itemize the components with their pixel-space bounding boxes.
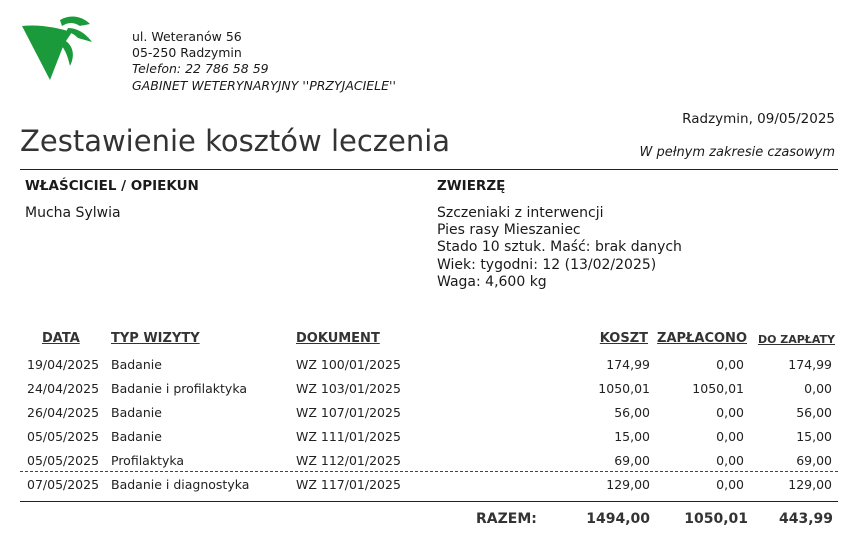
row-date: 19/04/2025 [27, 357, 100, 372]
col-header-document: DOKUMENT [296, 331, 380, 346]
col-header-cost: KOSZT [599, 331, 648, 346]
total-cost: 1494,00 [586, 511, 650, 527]
row-cost: 174,99 [606, 357, 650, 372]
row-document: WZ 100/01/2025 [296, 357, 401, 372]
owner-heading: WŁAŚCICIEL / OPIEKUN [25, 178, 199, 194]
row-paid: 0,00 [716, 453, 744, 468]
row-type: Badanie i profilaktyka [111, 381, 248, 396]
document-title: Zestawienie kosztów leczenia [20, 124, 451, 158]
row-cost: 15,00 [614, 429, 650, 444]
row-date: 05/05/2025 [27, 453, 100, 468]
col-header-type: TYP WIZYTY [111, 331, 200, 346]
row-date: 24/04/2025 [27, 381, 100, 396]
row-cost: 1050,01 [598, 381, 650, 396]
animal-info-line: Waga: 4,600 kg [437, 274, 547, 290]
row-type: Badanie [111, 405, 162, 420]
header-divider [20, 169, 838, 170]
row-due: 15,00 [796, 429, 832, 444]
col-header-paid: ZAPŁACONO [657, 331, 747, 346]
row-type: Badanie i diagnostyka [111, 477, 250, 492]
row-document: WZ 111/01/2025 [296, 429, 401, 444]
animal-info-line: Wiek: tygodni: 12 (13/02/2025) [437, 257, 657, 273]
row-due: 174,99 [788, 357, 832, 372]
totals-divider [20, 501, 838, 502]
row-document: WZ 117/01/2025 [296, 477, 401, 492]
row-paid: 0,00 [716, 429, 744, 444]
clinic-city: 05-250 Radzymin [132, 45, 242, 60]
clinic-logo-icon [20, 14, 100, 84]
row-due: 129,00 [788, 477, 832, 492]
row-date: 05/05/2025 [27, 429, 100, 444]
row-paid: 0,00 [716, 477, 744, 492]
clinic-phone: Telefon: 22 786 58 59 [132, 61, 269, 76]
animal-info-line: Szczeniaki z interwencji [437, 205, 604, 221]
row-date: 07/05/2025 [27, 477, 100, 492]
row-type: Badanie [111, 357, 162, 372]
row-date: 26/04/2025 [27, 405, 100, 420]
scope-note: W pełnym zakresie czasowym [639, 145, 835, 160]
row-cost: 69,00 [614, 453, 650, 468]
row-divider-dashed [20, 471, 838, 472]
clinic-street: ul. Weteranów 56 [132, 29, 242, 44]
animal-info-line: Pies rasy Mieszaniec [437, 222, 581, 238]
totals-label: RAZEM: [476, 511, 537, 527]
clinic-name: GABINET WETERYNARYJNY ''PRZYJACIELE'' [132, 78, 396, 93]
row-cost: 129,00 [606, 477, 650, 492]
total-paid: 1050,01 [684, 511, 748, 527]
row-document: WZ 112/01/2025 [296, 453, 401, 468]
row-due: 56,00 [796, 405, 832, 420]
row-paid: 1050,01 [692, 381, 744, 396]
row-paid: 0,00 [716, 357, 744, 372]
row-type: Badanie [111, 429, 162, 444]
row-cost: 56,00 [614, 405, 650, 420]
col-header-date: DATA [42, 331, 80, 346]
animal-heading: ZWIERZĘ [437, 178, 506, 194]
animal-info-line: Stado 10 sztuk. Maść: brak danych [437, 239, 682, 255]
row-due: 0,00 [804, 381, 832, 396]
total-due: 443,99 [778, 511, 833, 527]
place-date: Radzymin, 09/05/2025 [682, 111, 835, 127]
row-paid: 0,00 [716, 405, 744, 420]
col-header-due: DO ZAPŁATY [757, 333, 835, 346]
row-due: 69,00 [796, 453, 832, 468]
row-type: Profilaktyka [111, 453, 185, 468]
row-document: WZ 103/01/2025 [296, 381, 401, 396]
row-document: WZ 107/01/2025 [296, 405, 401, 420]
owner-name: Mucha Sylwia [25, 205, 121, 221]
